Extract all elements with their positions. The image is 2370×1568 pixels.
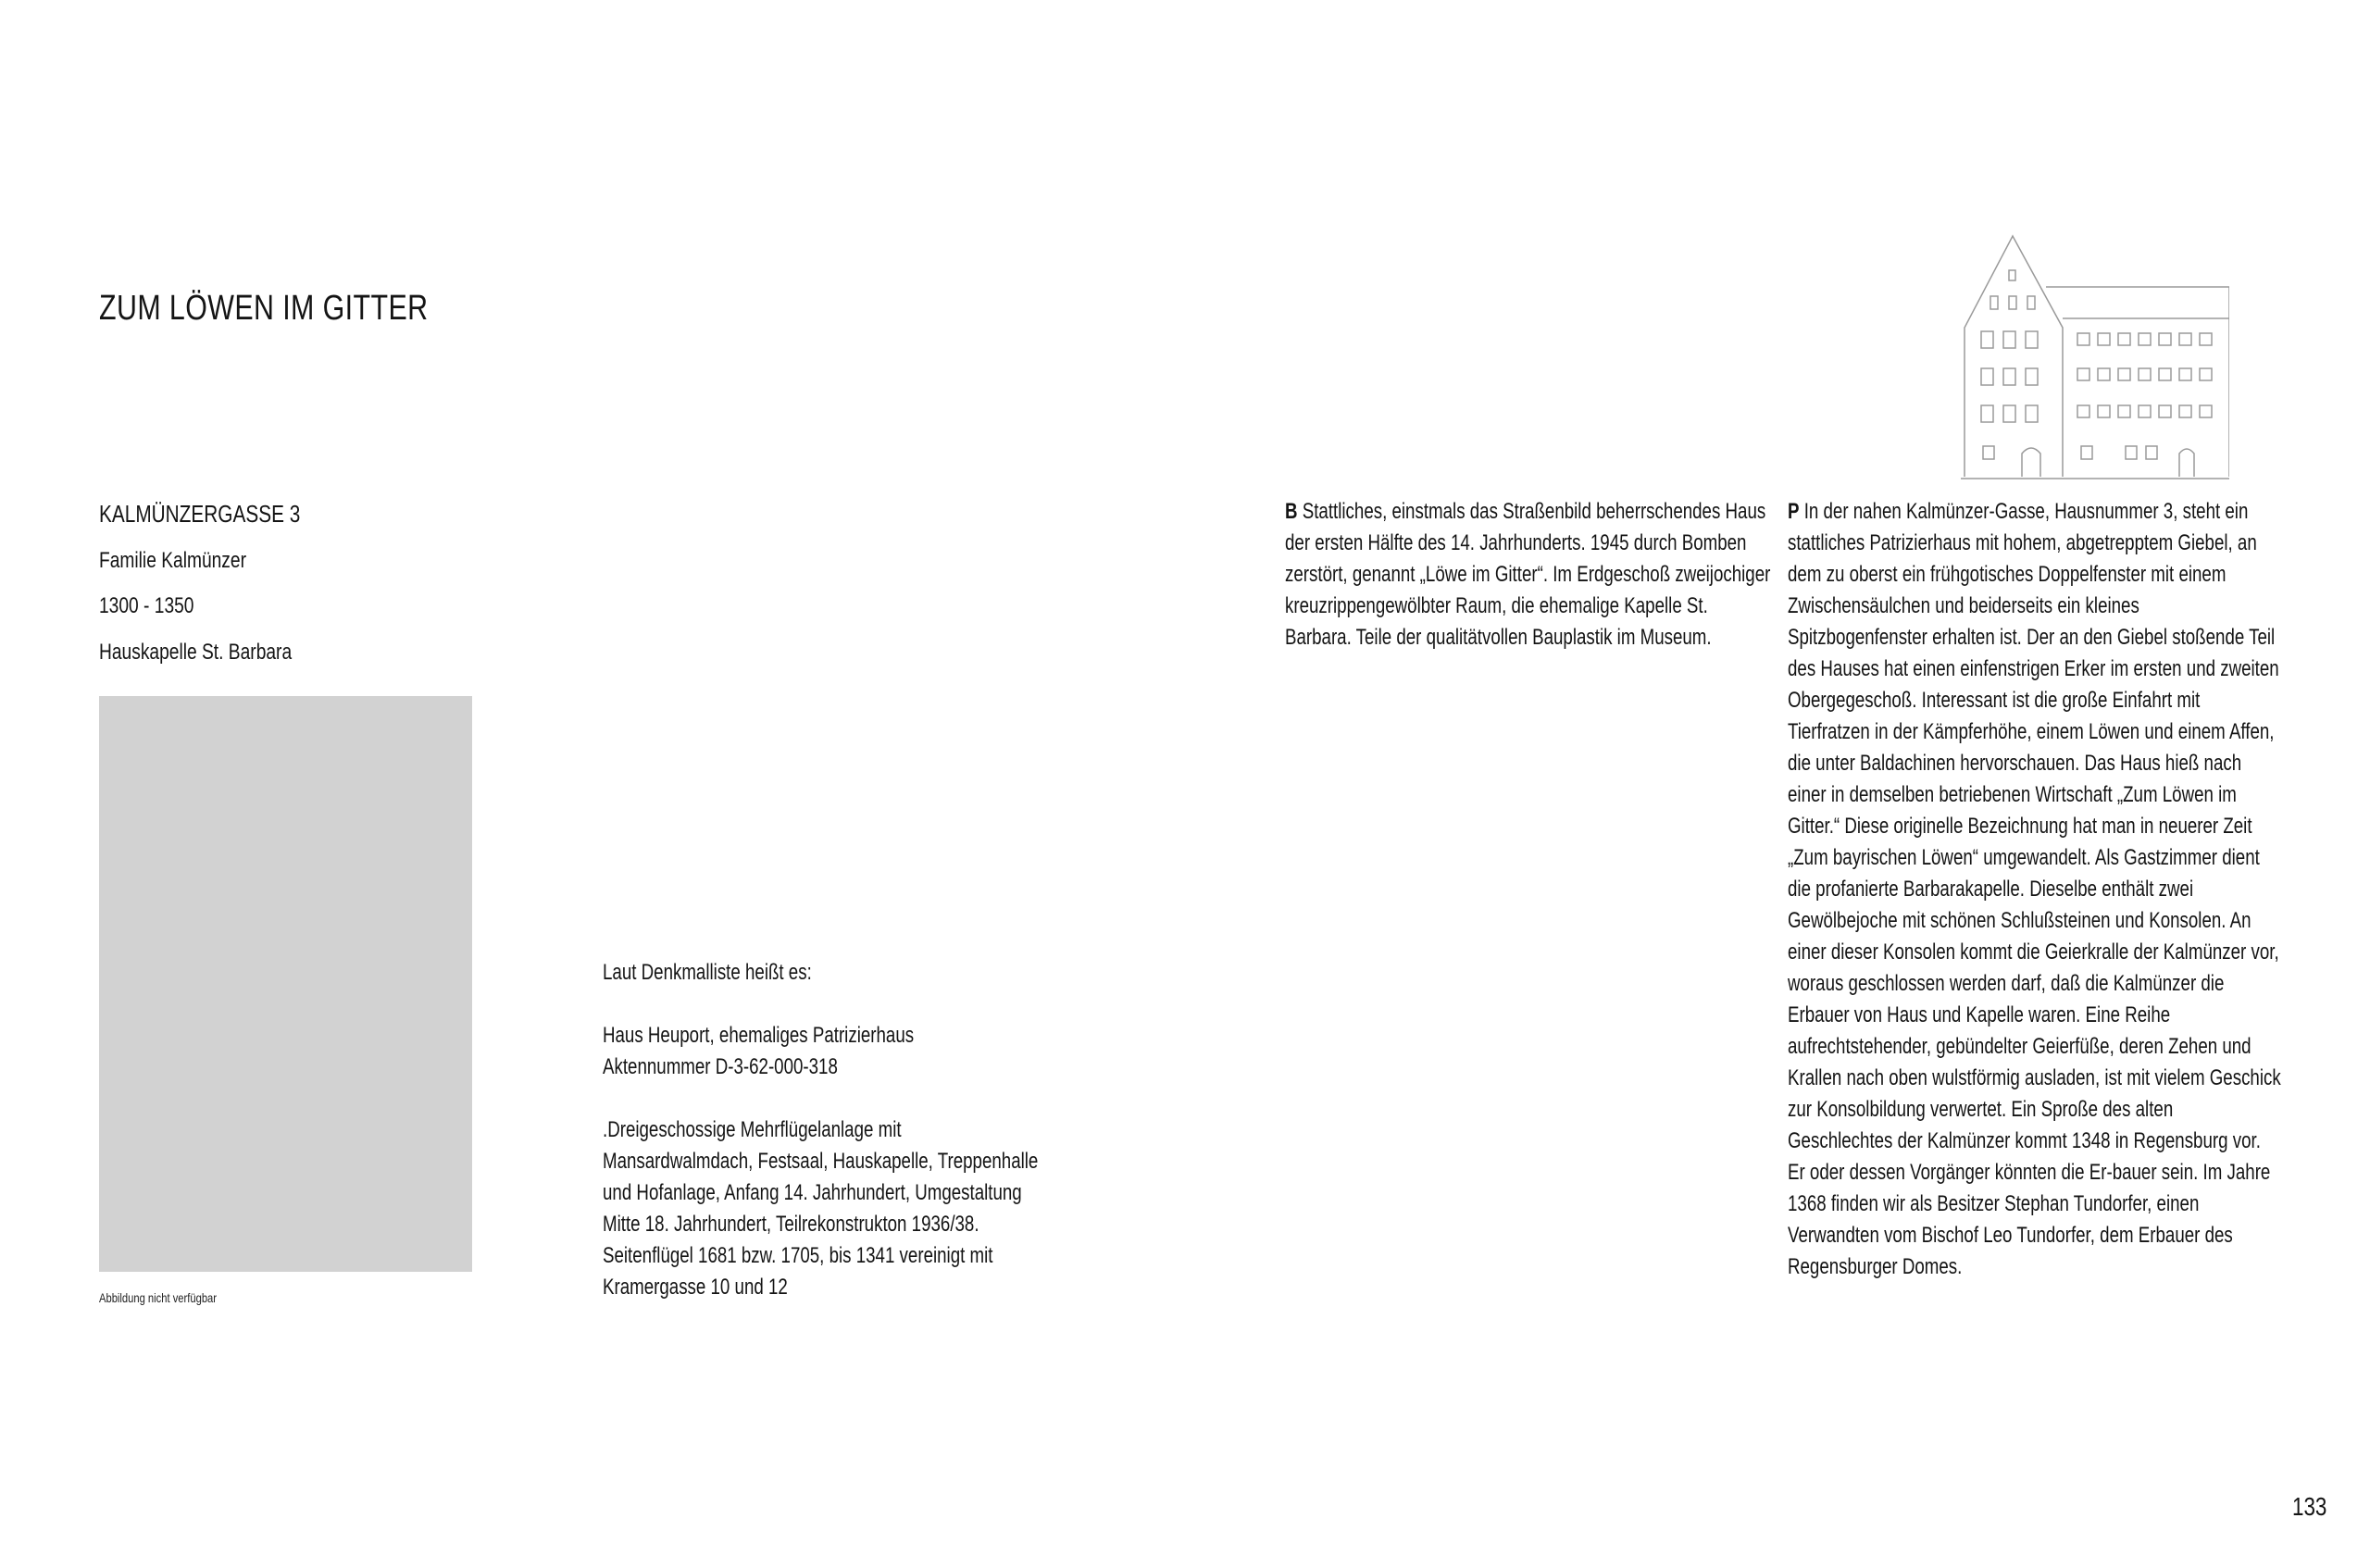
building-drawing-icon [1961,231,2229,481]
period-label: 1300 - 1350 [99,593,194,618]
page-title: ZUM LÖWEN IM GITTER [99,289,429,328]
denkmal-name: Haus Heuport, ehemaliges Patrizierhaus [603,1023,915,1048]
image-placeholder [99,696,472,1272]
text-column-p [1788,496,2281,1283]
address-label: KALMÜNZERGASSE 3 [99,500,301,528]
text-column-b [1285,496,1776,653]
denkmal-intro: Laut Denkmalliste heißt es: [603,960,812,985]
text-p-body: In der nahen Kalmünzer-Gasse, Hausnummer 3, steht ein stattliches Patrizierhaus mit hohem, abgetrepptem Giebel, an dem zu oberst ein frühgotisches Doppelfenster mit einem Zwischensäulchen und beiderseits ein kleines Spitzbogenfenster erhalten ist. Der an den Giebel stoßende Teil des Hauses hat einen einfenstrigen Erker im ersten und zweiten Obergegeschoß. Interessant ist die große Einfahrt mit Tierfratzen in der Kämpferhöhe, einem Löwen und einem Affen, die unter Baldachinen hervorschauen. Das Haus hieß nach einer in demselben betriebenen Wirtschaft „Zum Löwen im Gitter.“ Diese originelle Bezeichnung hat man in neuerer Zeit „Zum bayrischen Löwen“ umgewandelt. Als Gastzimmer dient die profanierte Barbarakapelle. Dieselbe enthält zwei Gewölbejoche mit schönen Schlußsteinen und Konsolen. An einer dieser Konsolen kommt die Geierkralle der Kalmünzer vor, woraus geschlossen werden darf, daß die Kalmünzer die Erbauer von Haus und Kapelle waren. Eine Reihe aufrechtstehender, gebündelter Geierfüße, deren Zehen und Krallen nach oben wulstförmig ausladen, ist mit vielem Geschick zur Konsolbildung verwertet. Ein Sproße des alten Geschlechtes der Kalmünzer kommt 1348 in Regensburg vor. Er oder dessen Vorgänger könnten die Er-bauer sein. Im Jahre 1368 finden wir als Besitzer Stephan Tundorfer, einen Verwandten vom Bischof Leo Tundorfer, dem Erbauer des Regensburger Domes. [1788,499,2281,1279]
image-caption: Abbildung nicht verfügbar [99,1290,218,1305]
denkmal-file-number: Aktennummer D-3-62-000-318 [603,1054,838,1079]
denkmal-section [603,957,1051,1303]
denkmal-description: .Dreigeschossige Mehrflügelanlage mit Mansardwalmdach, Festsaal, Hauskapelle, Treppenhalle und Hofanlage, Anfang 14. Jahrhundert, Umgestaltung Mitte 18. Jahrhundert, Teilrekonstrukton 1936/38. Seitenflügel 1681 bzw. 1705, bis 1341 vereinigt mit Kramergasse 10 und 12 [603,1117,1039,1300]
chapel-label: Hauskapelle St. Barbara [99,640,293,665]
text-b-body: Stattliches, einstmals das Straßenbild beherrschendes Haus der ersten Hälfte des 14. Jahrhunderts. 1945 durch Bomben zerstört, genannt „Löwe im Gitter“. Im Erdgeschoß zweijochiger kreuzrippengewölbter Raum, die ehemalige Kapelle St. Barbara. Teile der qualitätvollen Bauplastik im Museum. [1285,499,1771,650]
family-label: Familie Kalmünzer [99,548,246,573]
text-b-lead: B [1285,499,1298,524]
page-number: 133 [2292,1492,2327,1521]
text-p-lead: P [1788,499,1800,524]
